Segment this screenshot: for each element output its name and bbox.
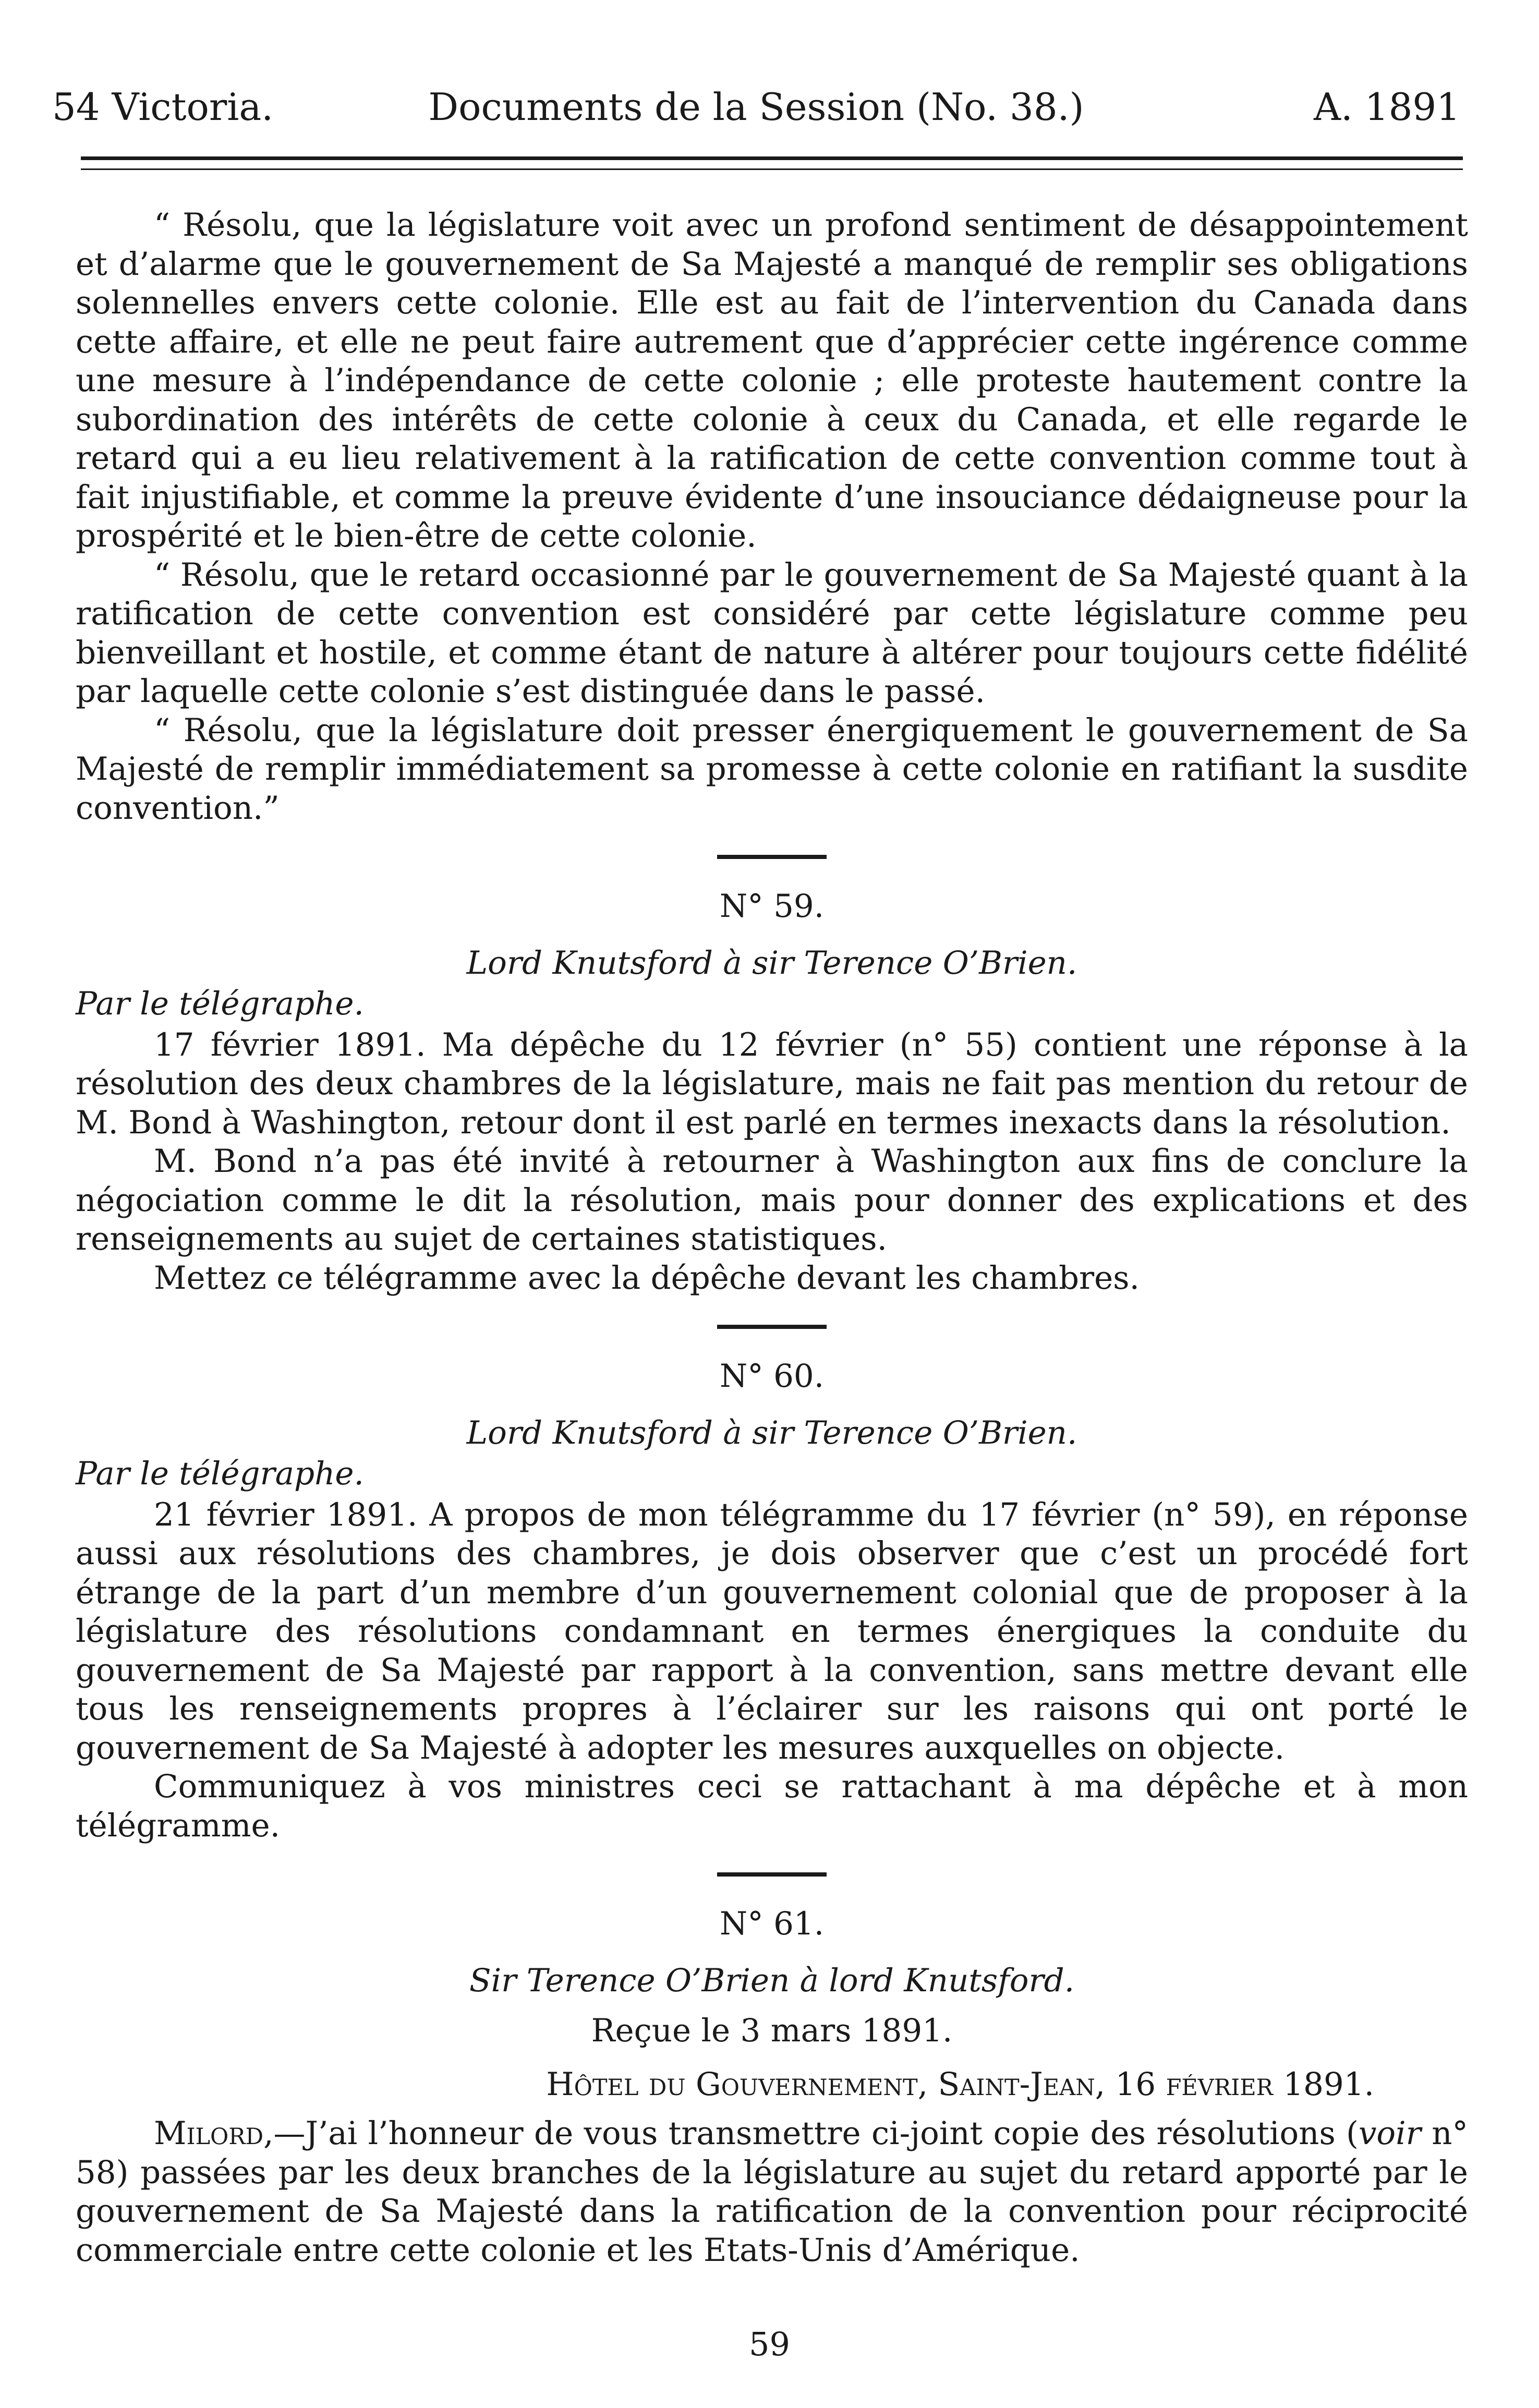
header-rule-thick bbox=[81, 156, 1463, 160]
received-date: Reçue le 3 mars 1891. bbox=[591, 2012, 953, 2049]
document-correspondents: Sir Terence O’Brien à lord Knutsford. bbox=[469, 1962, 1075, 1999]
document-body bbox=[76, 206, 1468, 2270]
page-number: 59 bbox=[749, 2325, 790, 2363]
section-separator bbox=[717, 1325, 827, 1329]
letter-text-end: n° 58) passées par les deux branches de la législature au sujet du retard apporté par le gouvernement de Sa Majesté dans la ratification de la convention pour réciprocité commerciale entre cette colonie et les Etats-Unis d’Amérique. bbox=[76, 2115, 1469, 2269]
section-separator bbox=[717, 1872, 827, 1877]
header-rule-thin bbox=[81, 168, 1463, 170]
header-year: A. 1891 bbox=[1313, 85, 1460, 129]
document-correspondents: Lord Knutsford à sir Terence O’Brien. bbox=[466, 1414, 1077, 1451]
header-title: Documents de la Session (No. 38.) bbox=[428, 85, 1084, 129]
body-paragraph: M. Bond n’a pas été invité à retourner à Washington aux fins de conclure la négociation comme le dit la résolution, mais pour donner des explications et des renseignements au sujet de certaines statistiques. bbox=[76, 1143, 1468, 1257]
transmission-mode: Par le télégraphe. bbox=[76, 985, 364, 1022]
letter-reference-voir: voir bbox=[1358, 2115, 1421, 2152]
running-header bbox=[52, 78, 1460, 136]
transmission-mode: Par le télégraphe. bbox=[76, 1455, 364, 1492]
letter-text-start: —J’ai l’honneur de vous transmettre ci-joint copie des résolutions ( bbox=[273, 2115, 1359, 2152]
section-separator bbox=[717, 855, 827, 859]
body-paragraph: 21 février 1891. A propos de mon télégramme du 17 février (n° 59), en réponse aussi aux résolutions des chambres, je dois observer que c’est un procédé fort étrange de la part d’un membre d’un gouvernement colonial que de proposer à la législature des résolutions condamnant en termes énergiques la conduite du gouvernement de Sa Majesté par rapport à la convention, sans mettre devant elle tous les renseignements propres à l’éclairer sur les raisons qui ont porté le gouvernement de Sa Majesté à adopter les mesures auxquelles on objecte. bbox=[76, 1496, 1468, 1766]
document-number: N° 59. bbox=[719, 888, 825, 925]
letter-place-date: Hôtel du Gouvernement, Saint-Jean, 16 février 1891. bbox=[546, 2065, 1374, 2103]
document-number: N° 60. bbox=[719, 1358, 825, 1395]
document-correspondents: Lord Knutsford à sir Terence O’Brien. bbox=[466, 944, 1077, 982]
header-regnal-year: 54 Victoria. bbox=[52, 85, 274, 129]
resolution-paragraph: “ Résolu, que la législature voit avec un profond sentiment de désappointement et d’alarme que le gouvernement de Sa Majesté a manqué de remplir ses obligations solennelles envers cette colonie. Elle est au fait de l’intervention du Canada dans cette affaire, et elle ne peut faire autrement que d’apprécier cette ingérence comme une mesure à l’indépendance de cette colonie ; elle proteste hautement contre la subordination des intérêts de cette colonie à ceux du Canada, et elle regarde le retard qui a eu lieu relativement à la ratification de cette convention comme tout à fait injustifiable, et comme la preuve évidente d’une insouciance dédaigneuse pour la prospérité et le bien-être de cette colonie. bbox=[76, 207, 1468, 554]
body-paragraph: 17 février 1891. Ma dépêche du 12 février (n° 55) contient une réponse à la résolution des deux chambres de la législature, mais ne fait pas mention du retour de M. Bond à Washington, retour dont il est parlé en termes inexacts dans la résolution. bbox=[76, 1026, 1468, 1141]
letter-salutation: Milord, bbox=[154, 2115, 274, 2152]
body-paragraph: Communiquez à vos ministres ceci se rattachant à ma dépêche et à mon télégramme. bbox=[76, 1768, 1468, 1844]
resolution-paragraph: “ Résolu, que le retard occasionné par le gouvernement de Sa Majesté quant à la ratification de cette convention est considéré par cette législature comme peu bienveillant et hostile, et comme étant de nature à altérer pour toujours cette fidélité par laquelle cette colonie s’est distinguée dans le passé. bbox=[76, 556, 1468, 710]
document-number: N° 61. bbox=[719, 1905, 825, 1942]
letter-body bbox=[76, 2114, 1468, 2270]
resolution-paragraph: “ Résolu, que la législature doit presser énergiquement le gouvernement de Sa Majesté de remplir immédiatement sa promesse à cette colonie en ratifiant la susdite convention.” bbox=[76, 711, 1468, 827]
body-paragraph: Mettez ce télégramme avec la dépêche devant les chambres. bbox=[154, 1259, 1140, 1297]
